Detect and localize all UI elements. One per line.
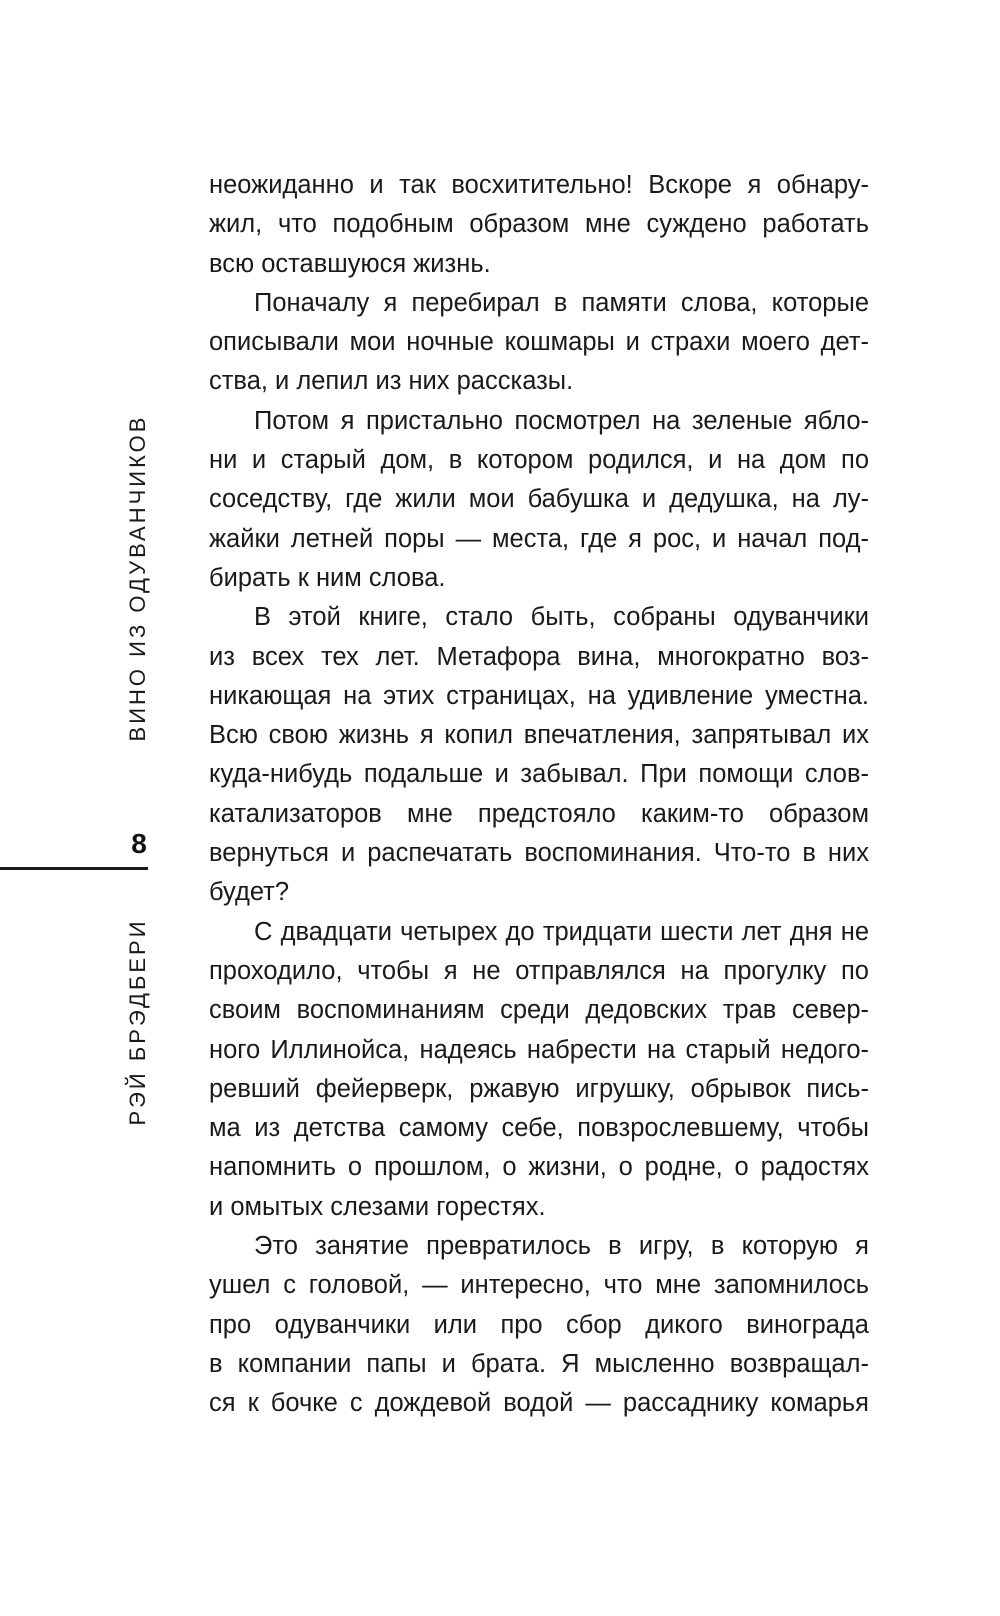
text-line: напомнить о прошлом, о жизни, о родне, о радостях (209, 1153, 869, 1182)
text-line: ного Иллинойса, надеясь набрести на старый недого- (209, 1035, 869, 1064)
text-line: ся к бочке с дождевой водой — рассаднику комарья (209, 1389, 869, 1418)
text-line: жил, что подобным образом мне суждено работать (209, 210, 869, 239)
text-line: С двадцати четырех до тридцати шести лет дня не (254, 917, 869, 946)
text-line: всю оставшуюся жизнь. (209, 249, 491, 278)
text-line: Потом я пристально посмотрел на зеленые ябло- (254, 406, 869, 435)
text-line: бирать к ним слова. (209, 563, 446, 592)
text-line: своим воспоминаниям среди дедовских трав север- (209, 996, 869, 1025)
text-line: ни и старый дом, в котором родился, и на дом по (209, 446, 869, 475)
text-line: катализаторов мне предстояло каким-то образом (209, 799, 869, 828)
text-line: из всех тех лет. Метафора вина, многократно воз- (209, 642, 869, 671)
running-header-author: РЭЙ БРЭДБЕРИ (125, 918, 150, 1126)
text-line: ревший фейерверк, ржавую игрушку, обрывок пись- (209, 1074, 869, 1103)
text-line: ства, и лепил из них рассказы. (209, 367, 574, 396)
text-line: Это занятие превратилось в игру, в которую я (254, 1232, 869, 1261)
page-number: 8 (131, 828, 147, 859)
text-line: никающая на этих страницах, на удивление уместна. (209, 681, 869, 710)
text-line: ма из детства самому себе, повзрослевшему, чтобы (209, 1114, 869, 1143)
text-line: неожиданно и так восхитительно! Вскоре я обнару- (209, 171, 869, 199)
text-line: описывали мои ночные кошмары и страхи моего дет- (209, 328, 869, 357)
page-number-rule (0, 867, 148, 870)
text-line: Всю свою жизнь я копил впечатления, запрятывал их (209, 721, 869, 750)
text-line: жайки летней поры — места, где я рос, и начал под- (209, 524, 869, 553)
text-line: и омытых слезами горестях. (209, 1192, 546, 1221)
text-line: Поначалу я перебирал в памяти слова, которые (254, 288, 869, 317)
text-line: в компании папы и брата. Я мысленно возвращал- (209, 1349, 869, 1378)
text-line: проходило, чтобы я не отправлялся на прогулку по (209, 956, 869, 985)
running-header-book-title: ВИНО ИЗ ОДУВАНЧИКОВ (125, 414, 150, 742)
text-line: ушел с головой, — интересно, что мне запомнилось (209, 1271, 869, 1300)
text-line: соседству, где жили мои бабушка и дедушка, на лу- (209, 485, 869, 514)
text-line: В этой книге, стало быть, собраны одуванчики (254, 603, 869, 632)
body-text (209, 166, 869, 1424)
text-line: про одуванчики или про сбор дикого винограда (209, 1310, 869, 1339)
text-line: куда-нибудь подальше и забывал. При помощи слов- (209, 760, 869, 789)
text-line: будет? (209, 878, 290, 907)
text-line: вернуться и распечатать воспоминания. Что-то в них (209, 839, 869, 868)
